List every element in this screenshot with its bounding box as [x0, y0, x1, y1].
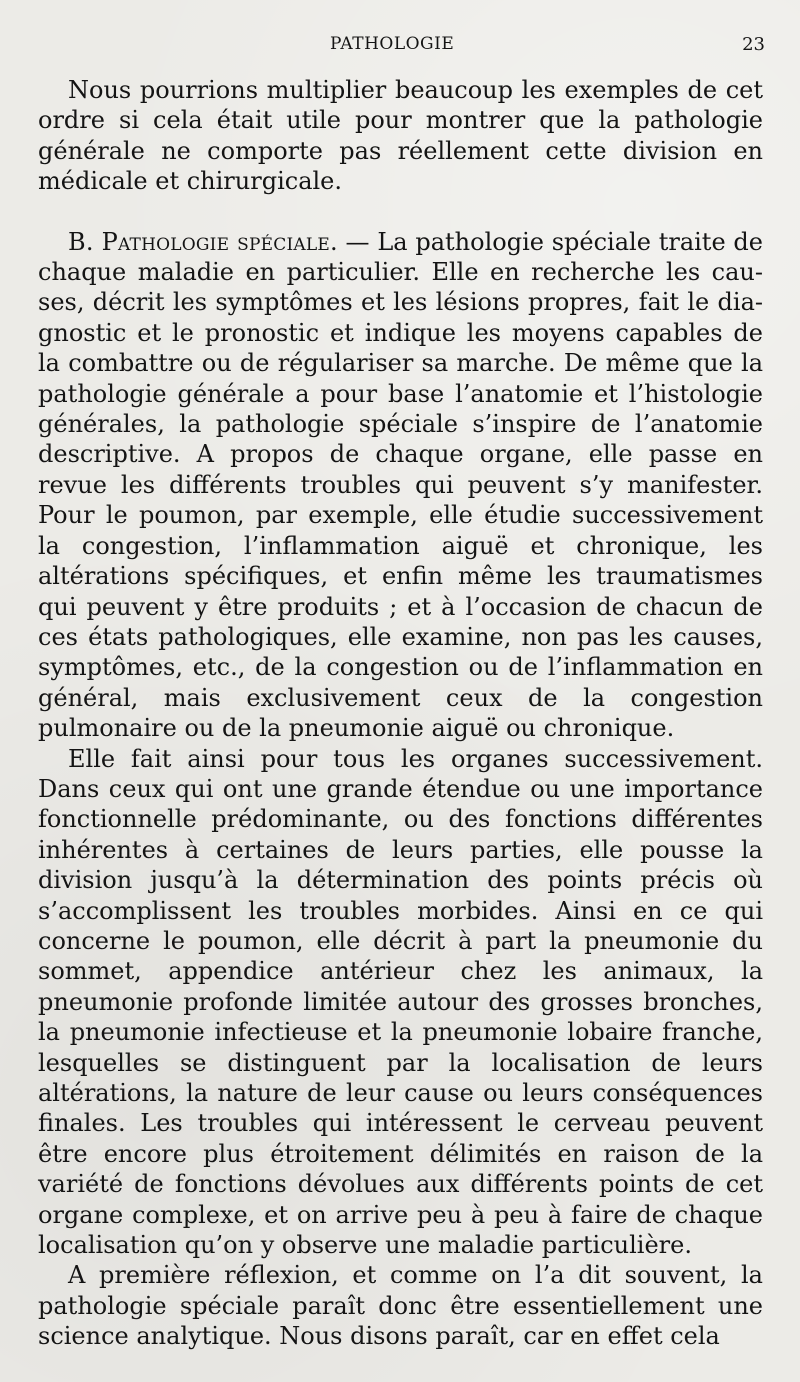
section-spacer — [38, 197, 763, 227]
paragraph-2 — [38, 227, 763, 744]
page-body — [38, 75, 763, 1352]
page-number: 23 — [742, 34, 765, 55]
running-title: PATHOLOGIE — [330, 34, 455, 54]
section-heading: B. Pathologie spéciale. — [68, 227, 338, 256]
paragraph-2-text: — La pathologie spéciale traite de chaque maladie en particulier. Elle en recherche les causes, décrit les symptômes et les lésions propres, fait le diagnostic et le pronostic et indique les moyens capables de la combattre ou de régulariser sa marche. De même que la pathologie générale a pour base l’anatomie et l’histologie générales, la pathologie spéciale s’inspire de l’anatomie descriptive. A propos de chaque organe, elle passe en revue les différents troubles qui peuvent s’y manifester. Pour le poumon, par exemple, elle étudie successivement la congestion, l’inflammation aiguë et chronique, les altérations spécifiques, et enfin même les traumatismes qui peuvent y être produits ; et à l’occasion de chacun de ces états pathologiques, elle examine, non pas les causes, symptômes, etc., de la congestion ou de l’inflammation en général, mais exclusivement ceux de la congestion pulmonaire ou de la pneumonie aiguë ou chronique. — [38, 227, 763, 743]
paragraph-1: Nous pourrions multiplier beaucoup les exemples de cet ordre si cela était utile pour montrer que la pathologie générale ne comporte pas réellement cette division en médicale et chirurgicale. — [38, 76, 763, 196]
paragraph-3: Elle fait ainsi pour tous les organes successivement. Dans ceux qui ont une grande étendue ou une importance fonctionnelle prédominante, ou des fonctions différentes inhérentes à certaines de leurs parties, elle pousse la division jusqu’à la détermination des points précis où s’accomplissent les troubles morbides. Ainsi en ce qui concerne le poumon, elle décrit à part la pneumonie du sommet, appendice antérieur chez les animaux, la pneumonie profonde limitée autour des grosses bronches, la pneumonie infectieuse et la pneumonie lobaire franche, lesquelles se distinguent par la localisation de leurs altérations, la nature de leur cause ou leurs conséquences finales. Les troubles qui intéressent le cerveau peuvent être encore plus étroitement délimités en raison de la variété de fonctions dévolues aux différents points de cet organe complexe, et on arrive peu à peu à faire de chaque localisation qu’on y observe une maladie particulière. — [38, 744, 763, 1260]
page-header — [40, 30, 765, 60]
paragraph-4: A première réflexion, et comme on l’a dit souvent, la pathologie spéciale paraît donc être essentiellement une science analytique. Nous disons paraît, car en effet cela — [38, 1261, 763, 1351]
